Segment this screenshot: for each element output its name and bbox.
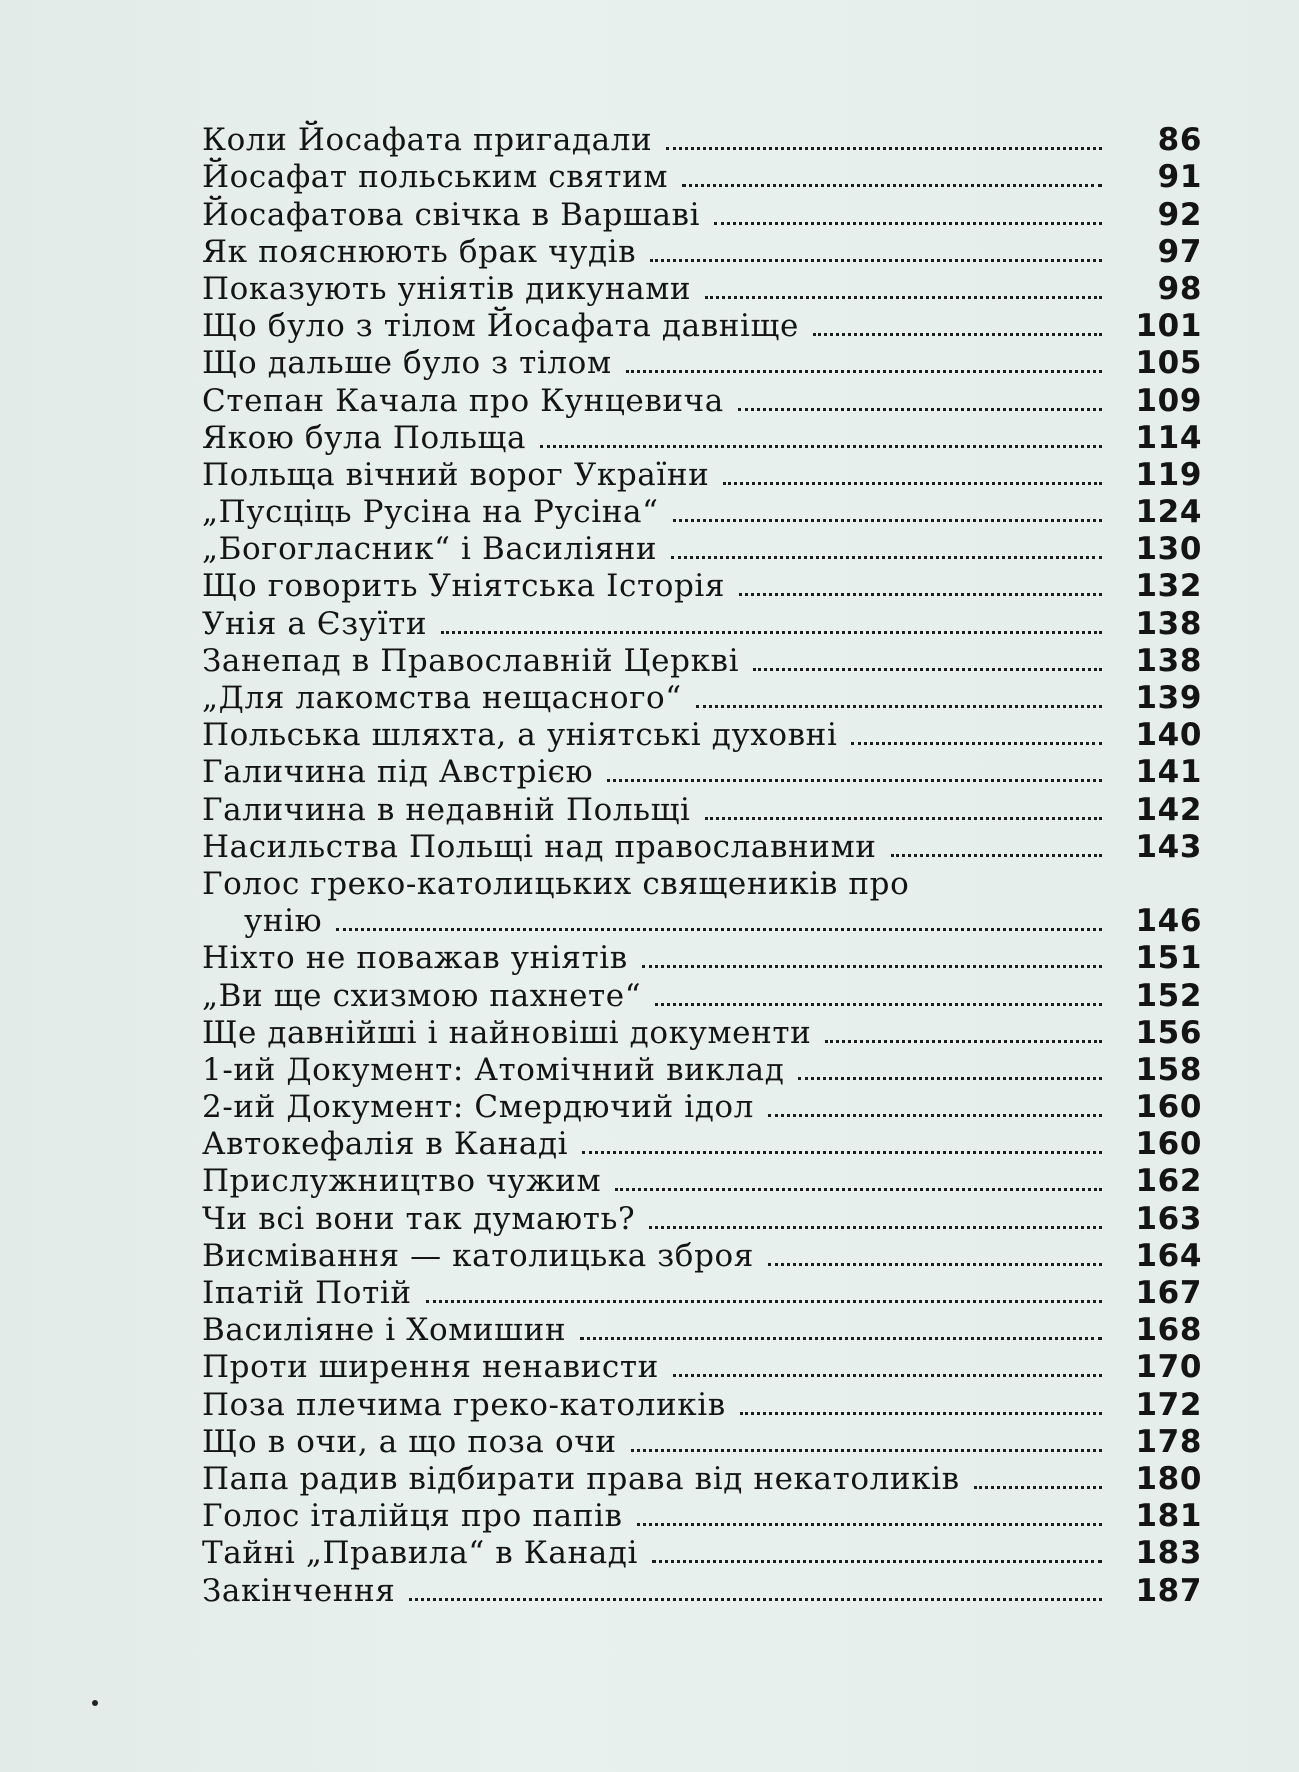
dot-leader [652,1560,1102,1563]
toc-entry-title: „Богогласник“ і Василіяни [202,531,658,568]
toc-entry-title: Проти ширення ненависти [202,1349,659,1386]
toc-entry-title: Василіяне і Хомишин [202,1312,567,1349]
toc-entry-title: Папа радив відбирати права від некатоликів [202,1460,960,1497]
toc-entry [202,1275,1202,1312]
toc-entry [202,605,1202,642]
toc-entry-title: Автокефалія в Канаді [202,1126,569,1163]
toc-entry-page-number: 183 [1135,1535,1202,1572]
toc-entry-title: Польська шляхта, а уніятські духовні [202,717,838,754]
dot-leader [615,1188,1102,1191]
toc-entry-page-number: 86 [1157,122,1202,159]
dot-leader [851,742,1102,745]
toc-entry-page-number: 172 [1135,1386,1202,1423]
toc-entry-title: Голос греко-католицьких священиків про [202,865,910,902]
dot-leader [580,1337,1102,1340]
toc-entry-page-number: 181 [1135,1498,1202,1535]
toc-entry-page-number: 151 [1135,940,1202,977]
dot-leader [705,296,1102,299]
toc-entry-title: Прислужництво чужим [202,1163,602,1200]
toc-entry [202,420,1202,457]
toc-entry-title: Як пояснюють брак чудів [202,233,637,270]
dot-leader [441,631,1102,634]
toc-entry [202,234,1202,271]
toc-entry-title: Чи всі вони так думають? [202,1200,636,1237]
toc-entry-page-number: 152 [1135,977,1202,1014]
dot-leader [891,854,1102,857]
dot-leader [696,705,1102,708]
toc-entry [202,1126,1202,1163]
dot-leader [714,222,1102,225]
dot-leader [666,147,1102,150]
toc-entry [202,345,1202,382]
toc-entry-page-number: 167 [1135,1275,1202,1312]
toc-entry-title: Польща вічний ворог України [202,456,710,493]
toc-entry [202,159,1202,196]
dot-leader [409,1598,1102,1601]
toc-entry-title-continuation: унію [244,903,323,940]
dot-leader [739,593,1102,596]
toc-entry-title: Тайні „Правила“ в Канаді [202,1535,638,1572]
toc-entry-page-number: 109 [1135,382,1202,419]
toc-entry-page-number: 163 [1135,1200,1202,1237]
toc-entry-title: Унія а Єзуїти [202,605,428,642]
toc-entry-title: Іпатій Потій [202,1275,412,1312]
dot-leader [768,1114,1102,1117]
toc-entry [202,1498,1202,1535]
toc-entry-page-number: 158 [1135,1051,1202,1088]
toc-entry [202,494,1202,531]
toc-entry-title: Занепад в Православній Церкві [202,642,740,679]
toc-entry-page-number: 114 [1135,419,1202,456]
toc-entry [202,1535,1202,1572]
toc-entry [202,1015,1202,1052]
dot-leader [649,1226,1102,1229]
toc-entry-page-number: 146 [1135,903,1202,940]
toc-entry-title: Коли Йосафата пригадали [202,122,653,159]
toc-entry-page-number: 143 [1135,828,1202,865]
toc-entry-page-number: 160 [1135,1089,1202,1126]
dot-leader [740,1412,1102,1415]
toc-entry-page-number: 168 [1135,1312,1202,1349]
toc-entry-title: 2-ий Документ: Смердючий ідол [202,1089,754,1126]
toc-entry-title: Степан Качала про Кунцевича [202,382,724,419]
dot-leader [705,817,1102,820]
toc-entry-page-number: 97 [1157,233,1202,270]
toc-entry-page-number: 101 [1135,308,1202,345]
dot-leader [540,445,1102,448]
dot-leader [673,519,1102,522]
toc-entry-title: „Пусціць Русіна на Русіна“ [202,494,659,531]
toc-entry [202,866,1202,940]
toc-entry [202,196,1202,233]
toc-entry [202,1386,1202,1423]
toc-entry [202,1238,1202,1275]
toc-entry [202,977,1202,1014]
toc-entry [202,940,1202,977]
toc-entry-page-number: 92 [1157,196,1202,233]
table-of-contents [202,122,1202,1610]
dot-leader [626,370,1102,373]
dot-leader [671,556,1102,559]
toc-entry-title: Закінчення [202,1572,396,1609]
dot-leader [637,1523,1102,1526]
toc-entry [202,717,1202,754]
dot-leader [753,668,1102,671]
toc-entry-title: Що дальше було з тілом [202,345,612,382]
toc-entry [202,1312,1202,1349]
toc-entry-page-number: 187 [1135,1572,1202,1609]
dot-leader [607,779,1102,782]
toc-entry-page-number: 178 [1135,1423,1202,1460]
toc-entry-title: Насильства Польщі над православними [202,828,877,865]
toc-entry-page-number: 180 [1135,1460,1202,1497]
toc-entry-page-number: 130 [1135,531,1202,568]
toc-entry-title: Поза плечима греко-католиків [202,1386,726,1423]
toc-entry-title: Галичина під Австрією [202,754,594,791]
toc-entry-page-number: 124 [1135,494,1202,531]
toc-entry [202,754,1202,791]
toc-entry-page-number: 119 [1135,456,1202,493]
toc-entry-page-number: 138 [1135,605,1202,642]
toc-entry [202,457,1202,494]
dot-leader [723,482,1102,485]
toc-entry-page-number: 164 [1135,1237,1202,1274]
toc-entry [202,791,1202,828]
dot-leader [642,965,1102,968]
toc-entry-title: Йосафат польським святим [202,159,669,196]
toc-entry [202,680,1202,717]
toc-entry-title: „Для лакомства нещасного“ [202,680,682,716]
toc-entry-page-number: 156 [1135,1014,1202,1051]
dot-leader [336,928,1102,931]
toc-entry [202,382,1202,419]
dot-leader [631,1449,1102,1452]
toc-entry [202,1163,1202,1200]
toc-entry [202,531,1202,568]
dot-leader [673,1374,1102,1377]
toc-entry [202,1089,1202,1126]
toc-entry [202,643,1202,680]
toc-entry-page-number: 132 [1135,568,1202,605]
toc-entry-title: 1-ий Документ: Атомічний виклад [202,1051,785,1088]
toc-entry-title: Що було з тілом Йосафата давніще [202,308,799,345]
toc-entry-title: Що в очи, а що поза очи [202,1423,617,1460]
toc-entry-title: Ніхто не поважав уніятів [202,940,628,977]
dot-leader [974,1486,1102,1489]
dot-leader [650,259,1102,262]
toc-entry-title: „Ви ще схизмою пахнете“ [202,977,642,1014]
toc-entry-page-number: 160 [1135,1126,1202,1163]
dot-leader [682,184,1102,187]
toc-entry-page-number: 141 [1135,754,1202,791]
toc-entry-title: Висмівання — католицька зброя [202,1237,754,1274]
toc-entry-title: Ще давнійші і найновіші документи [202,1014,812,1051]
toc-entry-title: Йосафатова свічка в Варшаві [202,196,701,233]
toc-entry-page-number: 139 [1135,680,1202,716]
toc-entry-title: Галичина в недавній Польщі [202,791,691,828]
dot-leader [813,333,1102,336]
dot-leader [825,1040,1102,1043]
toc-entry [202,1424,1202,1461]
toc-entry [202,1200,1202,1237]
dot-leader [655,1003,1102,1006]
toc-entry-page-number: 105 [1135,345,1202,382]
ink-speck [92,1700,98,1706]
toc-entry [202,568,1202,605]
toc-entry-page-number: 140 [1135,717,1202,754]
toc-entry [202,1349,1202,1386]
dot-leader [798,1077,1102,1080]
toc-entry-page-number: 170 [1135,1349,1202,1386]
toc-entry-page-number: 91 [1157,159,1202,196]
dot-leader [582,1151,1102,1154]
toc-entry [202,308,1202,345]
toc-entry [202,1461,1202,1498]
toc-entry-title: Якою була Польща [202,419,527,456]
toc-entry-title: Показують уніятів дикунами [202,270,692,307]
dot-leader [738,408,1102,411]
toc-entry [202,271,1202,308]
toc-entry-page-number: 98 [1157,270,1202,307]
toc-entry [202,829,1202,866]
toc-entry [202,122,1202,159]
dot-leader [426,1300,1102,1303]
toc-entry-page-number: 142 [1135,791,1202,828]
toc-entry [202,1572,1202,1609]
toc-entry-title: Голос італійця про папів [202,1498,623,1535]
dot-leader [768,1263,1102,1266]
toc-entry-title: Що говорить Уніятська Історія [202,568,726,605]
toc-entry-page-number: 138 [1135,642,1202,679]
toc-entry-page-number: 162 [1135,1163,1202,1200]
toc-entry [202,1052,1202,1089]
